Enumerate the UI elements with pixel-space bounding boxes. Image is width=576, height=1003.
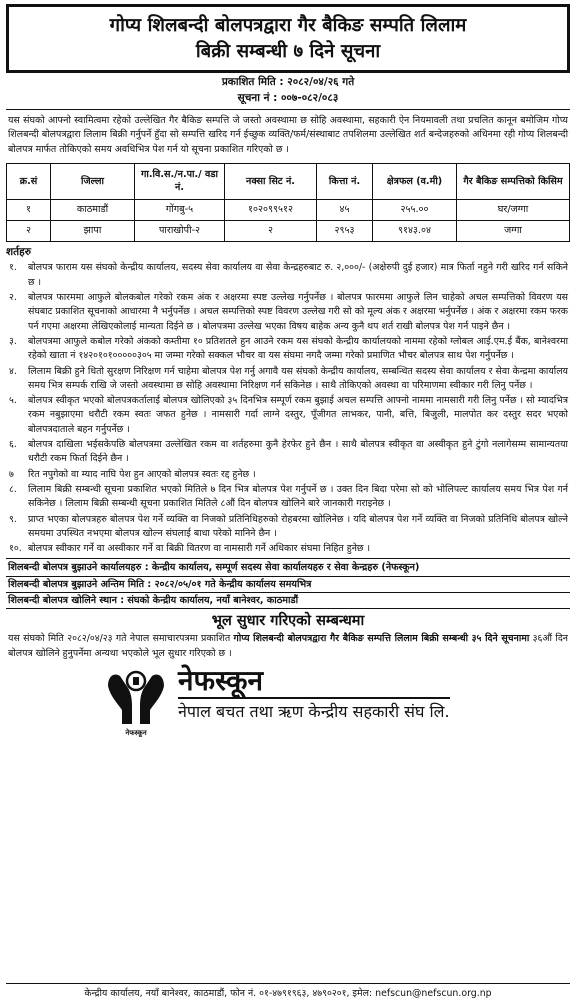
col-map-sheet: नक्सा सिट नं. [225,164,317,200]
table-cell: १ [7,200,51,221]
condition-number: ६. [9,439,17,451]
condition-text: रित नपुगेको वा म्याद नाघि पेश हुन आएको बोलपत्र स्वतः रद्द हुनेछ । [28,468,256,480]
notice-title-line2: बिक्री सम्बन्धी ७ दिने सूचना [195,40,381,62]
list-item [6,513,570,542]
organization-names [178,666,450,723]
intro-paragraph: यस संघको आफ्नो स्वामित्वमा रहेको उल्लेखित गैर बैकिङ सम्पत्ति जे जस्तो अवस्थामा छ सोहि अवस्थामा, सहकारी ऐन नियमावली तथा प्रचलित कानून बमोजिम गोप्य शिलबन्दी बोलपत्रद्वारा लिलाम बिक्री गर्नुपर्ने हुँदा सो सम्पत्ति खरिद गर्न ईच्छुक व्यक्ति/फर्म/संस्थाबाट तपशिलमा उल्लेखित शर्त बन्देजहरुको अधिनमा रही गोप्य शिलबन्दी बोलपत्र मार्फत तोकिएको समय अवधिभित्र पेश गर्न यो सूचना प्रकाशित गरिएको छ । [8,114,568,155]
condition-text: बोलपत्र फाराम यस संघको केन्द्रीय कार्यालय, सदस्य सेवा कार्यालय वा सेवा केन्द्रहरुबाट रु. २,०००/- (अक्षेरुपी दुई हजार) मात्र फिर्ता नहुने गरी खरिद गर्न सकिने छ । [28,262,568,288]
correction-post: ३६औं दिन बोलपत्र खोलिने हुनुपर्नेमा अन्यथा भएकोले भूल सुधार गरिएको छ । [8,633,568,659]
conditions-list [6,261,570,556]
organization-block [6,666,570,738]
notice-page [0,4,576,1003]
org-full-name: नेपाल बचत तथा ऋण केन्द्रीय सहकारी संघ लि. [178,697,450,723]
publication-info [6,75,570,107]
divider [6,109,570,110]
condition-text: बोलपत्र स्वीकृत भएको बोलपत्रकर्तालाई बोलपत्र खोलिएको ३५ दिनभित्र सम्पूर्ण रकम बुझाई अचल सम्पत्ति आफ्नो नाममा नामसारी गरी लिनु पर्नेछ । सो म्यादभित्र रकम नबुझाएमा धरौटी रकम स्वतः जफत हुनेछ । नामसारी गर्दा लाग्ने दस्तुर, पूँजीगत लाभकर, पानी, बत्ति, बिजुली, मालपोत कर दस्तुर सदर भएको बोलपत्रदाताले बहन गर्नुपर्नेछ । [28,395,568,435]
table-cell: ४५ [317,200,373,221]
col-ward: गा.वि.स./न.पा./ वडा नं. [135,164,225,200]
table-cell: घर/जग्गा [457,200,570,221]
table-cell: काठमाडौं [51,200,135,221]
notice-title-box [6,4,570,73]
condition-number: ३. [9,335,17,347]
list-item [6,365,570,394]
condition-number: ४. [9,365,17,377]
table-row [7,200,570,221]
org-short-name: नेफस्कून [178,664,264,698]
submission-deadline: शिलबन्दी बोलपत्र बुझाउने अन्तिम मिति : २०८२/०५/०१ गते केन्द्रीय कार्यालय समयभित्र [6,577,570,593]
condition-number: १. [9,262,17,274]
condition-text: बोलपत्र फारममा आफुले बोलकबोल गरेको रकम अंक र अक्षरमा स्पष्ट उल्लेख गर्नुपर्नेछ । बोलपत्र फारममा आफुले लिन चाहेको अचल सम्पत्तिको विवरण यस संघबाट प्रकाशित सूचनाको आधारमा नै भर्नुपर्नेछ । अचल सम्पत्तिको स्पष्ट विवरण उल्लेख गरी सो को मूल्य अंक र अक्षरमा भर्नुपर्नेछ । अंक र अक्षरमा रकम फरक पर्न गएमा अक्षरमा लेखिएकोलाई मान्यता दिईने छ । बोलपत्रमा उल्लेख भएका विषय बाहेक अन्य कुनै थप शर्त राखी बोलपत्र पेश गर्न पाइने छैन । [28,292,568,332]
table-cell: झापा [51,221,135,242]
col-property-type: गैर बैकिङ सम्पत्तिको किसिम [457,164,570,200]
table-cell: जग्गा [457,221,570,242]
nefscun-logo [102,666,170,738]
logo-caption: नेफस्कून [125,729,147,738]
table-cell: २९५३ [317,221,373,242]
table-cell: १०२०९९५१२ [225,200,317,221]
col-area: क्षेत्रफल (व.मी) [373,164,457,200]
condition-text: बोलपत्र स्वीकार गर्ने वा अस्वीकार गर्ने वा बिक्री वितरण वा नामसारी गर्ने अधिकार संघमा निहित हुनेछ । [28,543,371,555]
opening-venue: शिलबन्दी बोलपत्र खोलिने स्थान : संघको केन्द्रीय कार्यालय, नयाँ बानेश्वर, काठमाडौं [6,593,570,609]
correction-bold: गोप्य शिलबन्दी बोलपत्रद्वारा गैर बैकिङ सम्पत्ति लिलाम बिक्री सम्बन्धी ३५ दिने सूचनामा [233,633,530,645]
condition-number: १०. [9,543,22,555]
col-sn: क्र.सं [7,164,51,200]
col-district: जिल्ला [51,164,135,200]
condition-number: ८. [9,483,17,495]
property-table [6,163,570,242]
notice-number: सूचना नं : ००७-०८२/०८३ [237,91,339,104]
correction-pre: यस संघको मिति २०८२/०४/२३ गते नेपाल समाचारपत्रमा प्रकाशित [8,633,234,645]
condition-number: ७ [9,468,14,480]
table-header-row [7,164,570,200]
condition-text: बोलपत्रमा आफुले कबोल गरेको अंकको कम्तीमा १० प्रतिशतले हुन आउने रकम यस संघको केन्द्रीय कार्यालयको नाममा रहेको ग्लोबल आई.एम.ई बैंक, बानेश्वरमा रहेको खाता नं १४२०१०१०००००३०५ मा जम्मा गरेको सक्कल भौचर वा यस संघमा नगदै जम्मा गरेको प्रमाणित भौचर बोलपत्र साथ पेश गर्नुपर्नेछ । [28,335,568,362]
list-item [6,261,570,290]
table-cell: २५५.०० [373,200,457,221]
table-cell: गोंगबु-५ [135,200,225,221]
condition-text: लिलाम बिक्री हुने धितो सुरक्षण निरिक्षण गर्न चाहेमा बोलपत्र पेश गर्नु अगावै यस संघको केन्द्रीय कार्यालय, सम्बन्धित सदस्य सेवा कार्यालय र सेवा केन्द्रमा कार्यालय समय भित्र सम्पर्क राखि जे जस्तो अवस्थामा छ सोहि अवस्थामा निरिक्षण गर्न सकिनेछ । साथै तोकिएको अवस्था वा परिमाणमा स्वीकार गरी लिनु पर्नेछ । [28,365,568,391]
correction-title: भूल सुधार गरिएको सम्बन्धमा [211,613,365,630]
table-row [7,221,570,242]
list-item [6,335,570,364]
condition-number: २. [9,292,17,304]
correction-paragraph [6,632,570,661]
list-item [6,542,570,556]
table-cell: २ [225,221,317,242]
condition-number: ५. [9,395,17,407]
col-plot: कित्ता नं. [317,164,373,200]
list-item [6,468,570,482]
list-item [6,438,570,467]
footer-address: केन्द्रीय कार्यालय, नयाँ बानेश्वर, काठमाडौं, फोन नं. ०१-४७९१९६३, ४७९०२०१, इमेल: nefscun@nefscun.org.np [6,983,570,1001]
condition-text: लिलाम बिक्री सम्बन्धी सूचना प्रकाशित भएको मितिले ७ दिन भित्र बोलपत्र पेश गर्नुपर्ने छ । उक्त दिन बिदा परेमा सो को भोलिपल्ट कार्यालय समय भित्र पेश गर्न सकिनेछ । लिलाम बिक्री सम्बन्धी सूचना प्रकाशित मितिले ८औं दिन बोलपत्र खोलिने बारे जानकारी गराइनेछ । [28,483,568,510]
table-cell: २ [7,221,51,242]
conditions-title: शर्तहरु [6,246,31,259]
table-cell: ९१४३.०४ [373,221,457,242]
condition-text: प्राप्त भएका बोलपत्रहरु बोलपत्र पेश गर्ने व्यक्ति वा निजको प्रतिनिधिहरुको रोहबरमा खोलिनेछ । यदि बोलपत्र पेश गर्ने व्यक्ति वा निजको प्रतिनिधि बोलपत्र खोल्ने समयमा उपस्थित नभएमा बोलपत्र खोल्न संघलाई बाधा परेको मानिने छैन । [28,513,568,539]
submission-offices: शिलबन्दी बोलपत्र बुझाउने कार्यालयहरु : केन्द्रीय कार्यालय, सम्पूर्ण सदस्य सेवा कार्यालयहरु र सेवा केन्द्रहरु (नेफस्कून) [6,560,570,576]
published-date: प्रकाशित मिति : २०८२/०४/२६ गते [221,76,355,89]
condition-text: बोलपत्र दाखिला भईसकेपछि बोलपत्रमा उल्लेखित रकम वा शर्तहरुमा कुनै हेरफेर हुने छैन । साथै बोलपत्र स्वीकृत वा अस्वीकृत हुने टुंगो नलागेसम्म सामान्यतया धरौटी रकम फिर्ता दिईने छैन । [28,439,568,465]
condition-number: ९. [9,513,17,525]
list-item [6,394,570,437]
hands-coin-icon [102,666,170,728]
list-item [6,483,570,512]
table-cell: पाराखोपी-२ [135,221,225,242]
list-item [6,291,570,334]
submission-info [6,558,570,609]
notice-title-line1: गोप्य शिलबन्दी बोलपत्रद्वारा गैर बैकिङ सम्पति लिलाम [109,15,467,36]
